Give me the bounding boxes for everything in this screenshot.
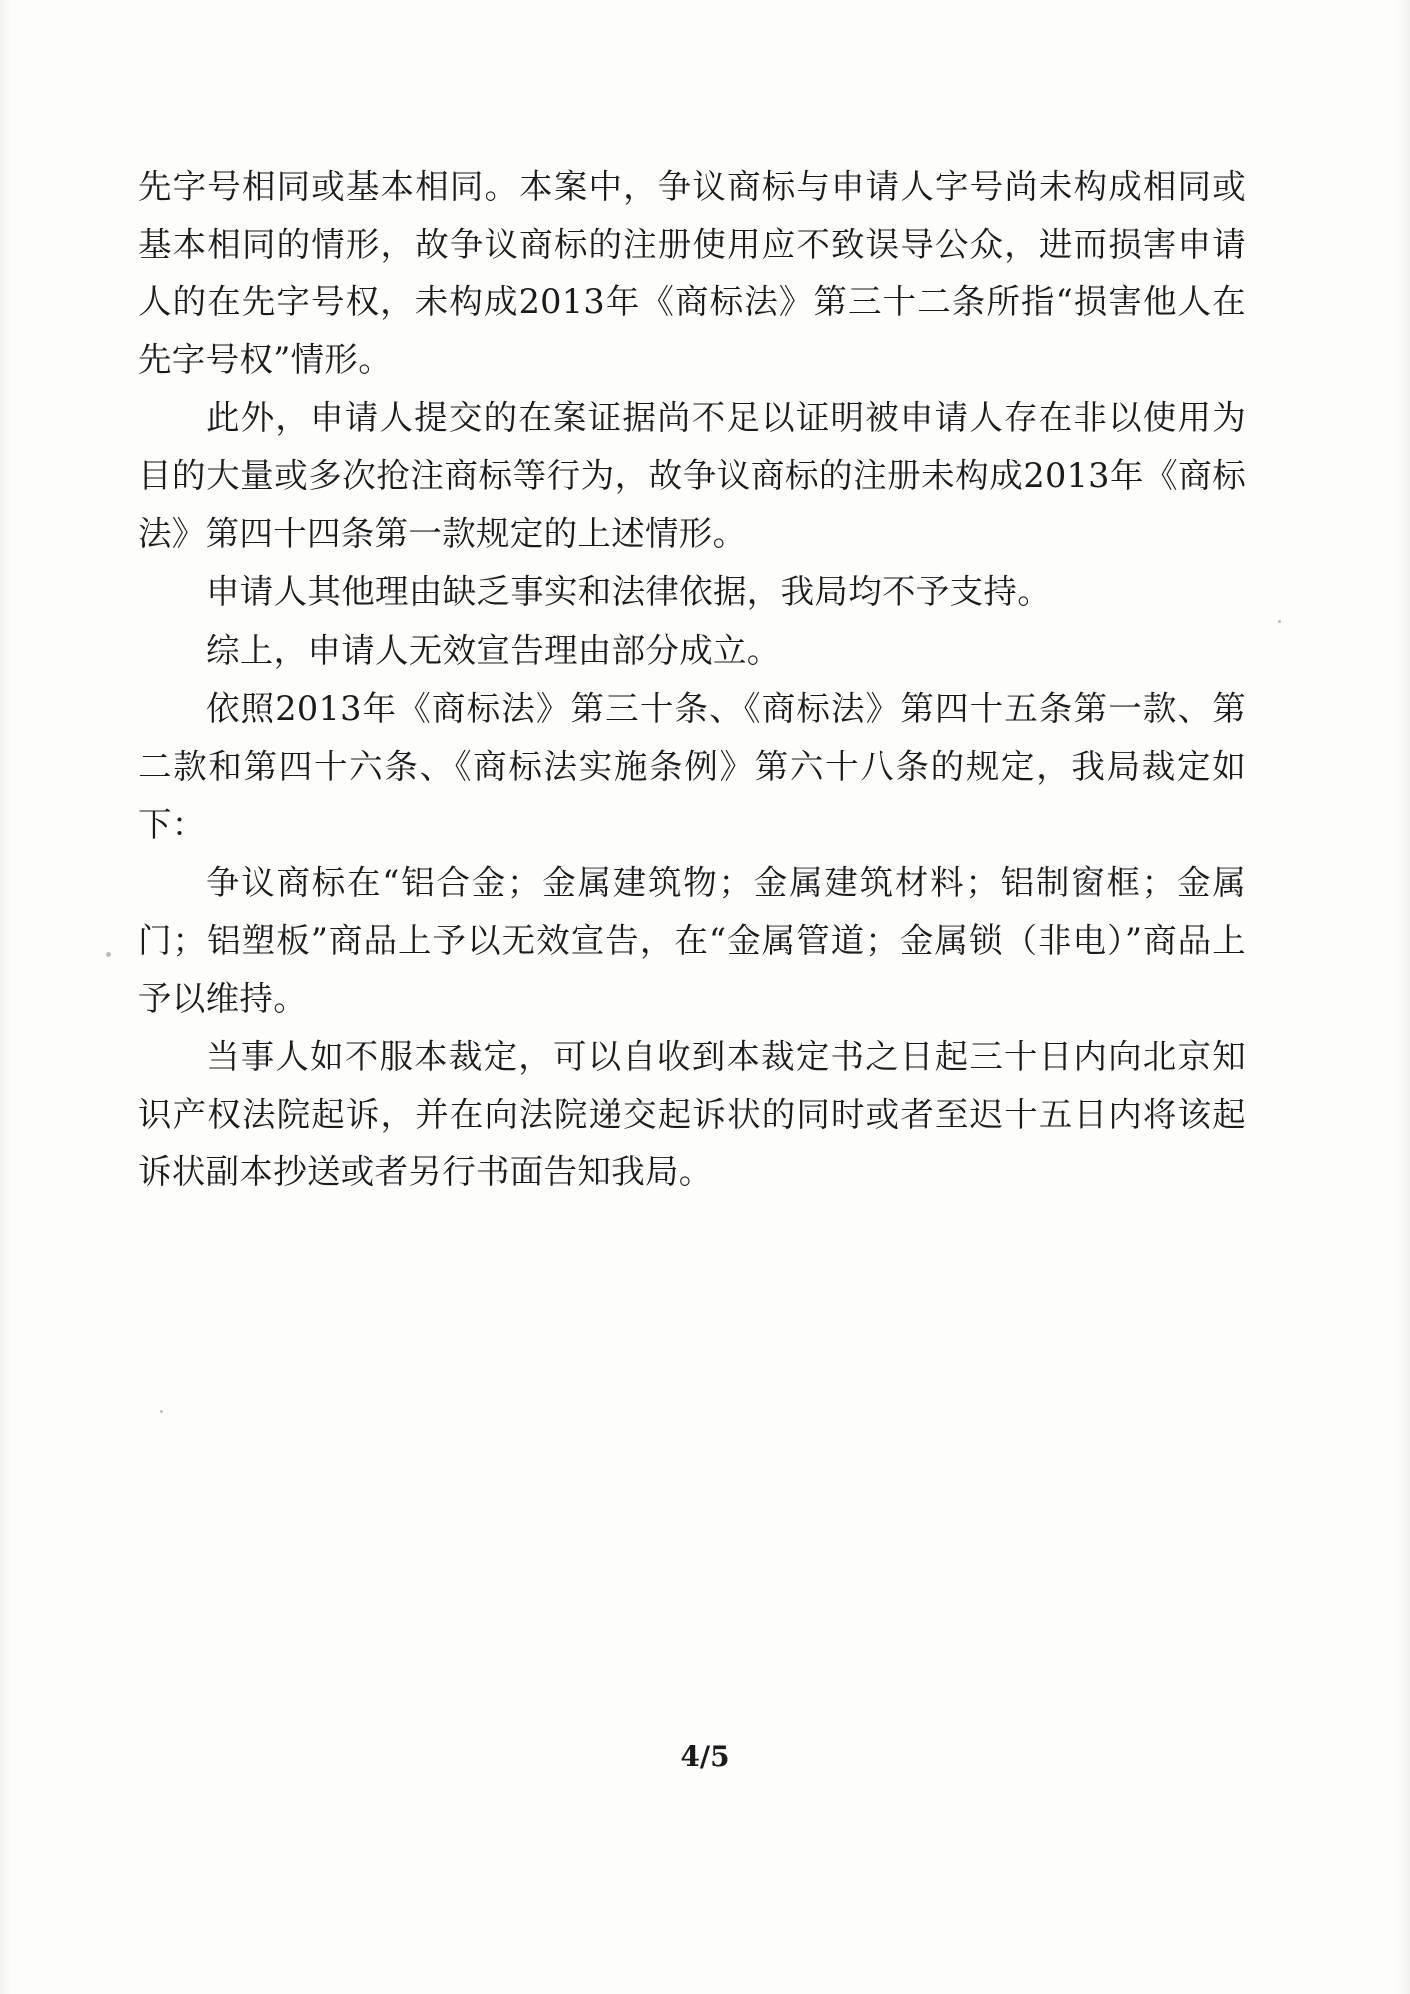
document-body (138, 158, 1246, 1202)
paragraph-2: 此外，申请人提交的在案证据尚不足以证明被申请人存在非以使用为目的大量或多次抢注商标等行为，故争议商标的注册未构成2013年《商标法》第四十四条第一款规定的上述情形。 (138, 398, 1246, 553)
scan-speck (1278, 620, 1281, 623)
paragraph-5: 依照2013年《商标法》第三十条、《商标法》第四十五条第一款、第二款和第四十六条、《商标法实施条例》第六十八条的规定，我局裁定如下： (138, 689, 1246, 844)
paragraph-7: 当事人如不服本裁定，可以自收到本裁定书之日起三十日内向北京知识产权法院起诉，并在向法院递交起诉状的同时或者至迟十五日内将该起诉状副本抄送或者另行书面告知我局。 (138, 1037, 1246, 1192)
page-number: 4/5 (680, 1740, 730, 1773)
paragraph-4: 综上，申请人无效宣告理由部分成立。 (206, 630, 781, 670)
scan-speck (160, 1410, 163, 1413)
page-left-edge-shadow (0, 0, 12, 1994)
scan-speck (106, 952, 111, 957)
paragraph-6: 争议商标在“铝合金；金属建筑物；金属建筑材料；铝制窗框；金属门；铝塑板”商品上予以无效宣告，在“金属管道；金属锁（非电）”商品上予以维持。 (138, 863, 1246, 1018)
paragraph-3: 申请人其他理由缺乏事实和法律依据，我局均不予支持。 (206, 572, 1051, 612)
paragraph-1: 先字号相同或基本相同。本案中，争议商标与申请人字号尚未构成相同或基本相同的情形，故争议商标的注册使用应不致误导公众，进而损害申请人的在先字号权，未构成2013年《商标法》第三十二条所指“损害他人在先字号权”情形。 (138, 167, 1246, 379)
page-right-edge-shadow (1396, 0, 1410, 1994)
